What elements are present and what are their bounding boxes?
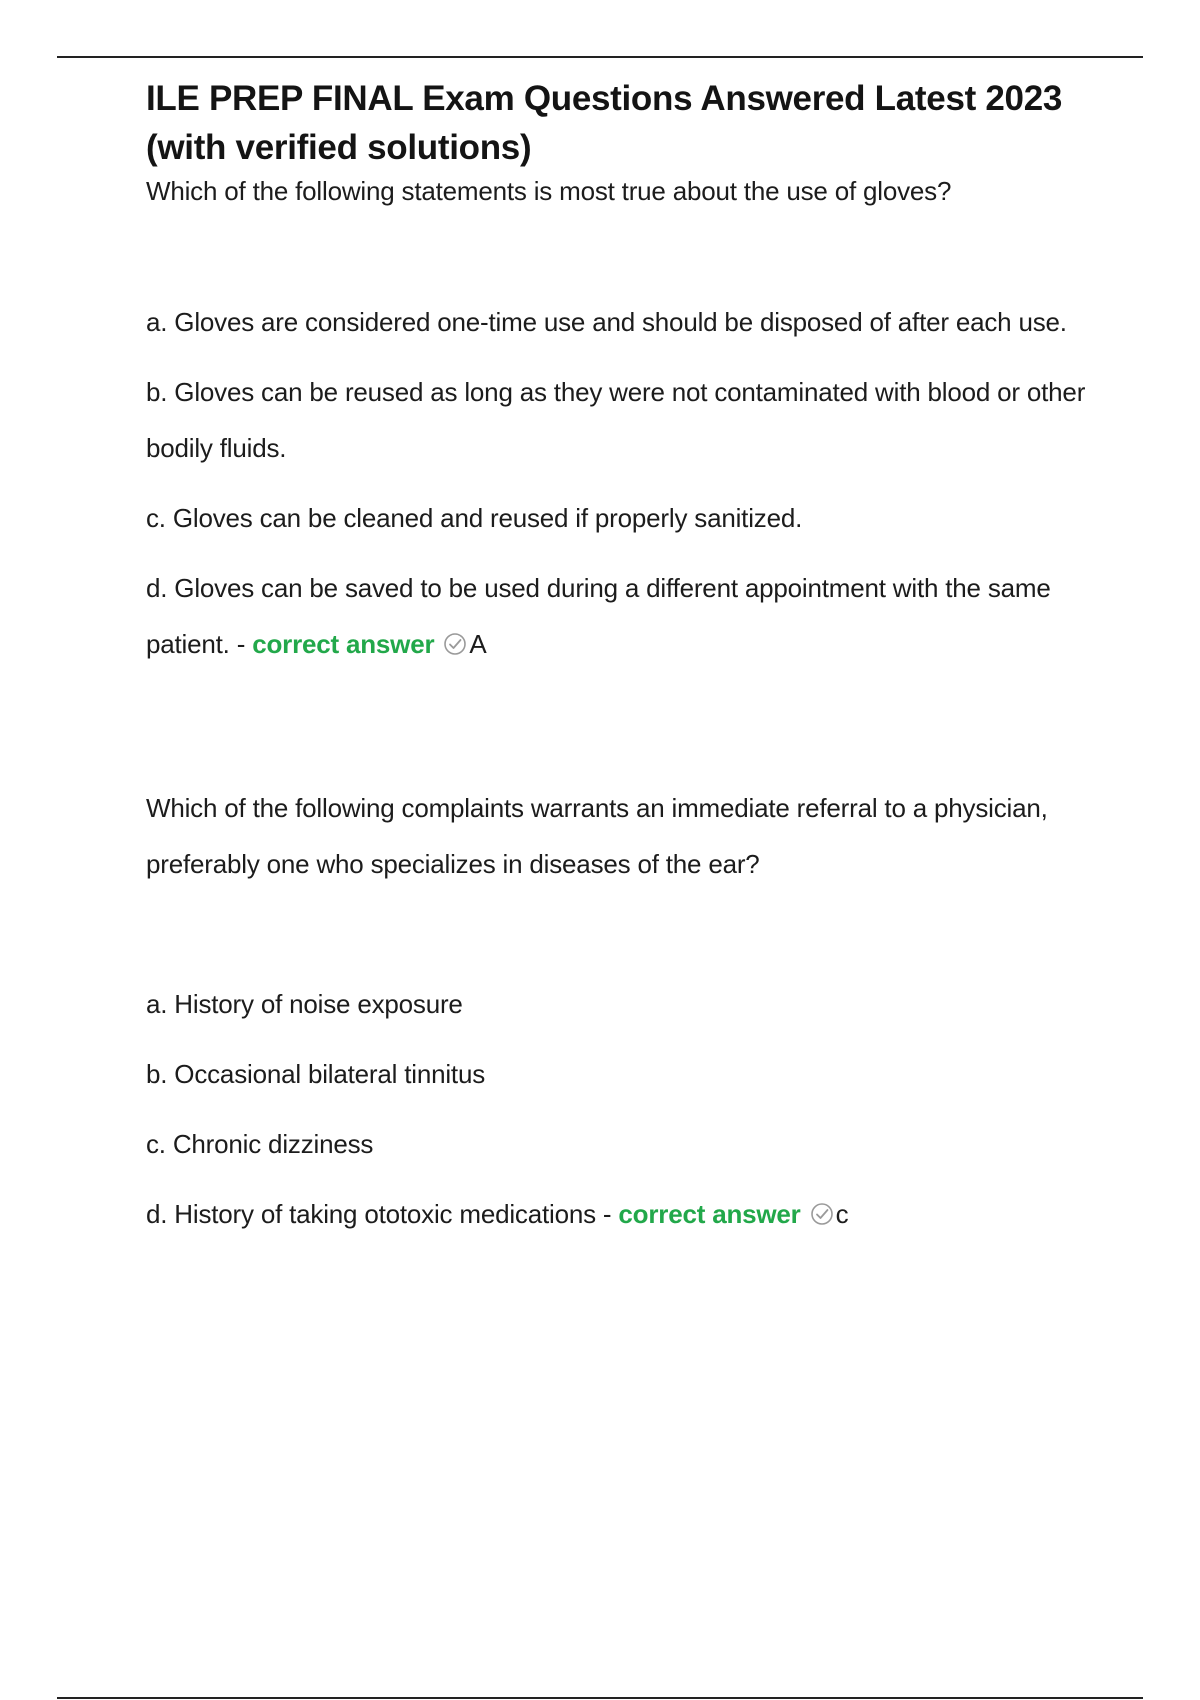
question-text: Which of the following statements is most true about the use of gloves? bbox=[146, 176, 952, 206]
option-list bbox=[146, 294, 1096, 672]
question-block bbox=[146, 780, 1096, 1242]
option-a: a. History of noise exposure bbox=[146, 989, 463, 1019]
top-rule bbox=[57, 56, 1143, 58]
option-d-text: d. History of taking ototoxic medications - bbox=[146, 1199, 612, 1229]
question-text: Which of the following complaints warrants an immediate referral to a physician, preferably one who specializes in diseases of the ear? bbox=[146, 793, 1048, 879]
verified-check-icon bbox=[809, 1201, 835, 1227]
option-c: c. Chronic dizziness bbox=[146, 1129, 374, 1159]
correct-answer-label: correct answer bbox=[252, 629, 435, 659]
option-list bbox=[146, 976, 1096, 1242]
option-d bbox=[146, 560, 1096, 672]
option-d bbox=[146, 1186, 1096, 1242]
option-b: b. Gloves can be reused as long as they were not contaminated with blood or other bodily fluids. bbox=[146, 377, 1086, 463]
answer-letter: A bbox=[469, 629, 487, 659]
document-body bbox=[146, 74, 1096, 1256]
option-a: a. Gloves are considered one-time use and should be disposed of after each use. bbox=[146, 307, 1067, 337]
correct-answer-label: correct answer bbox=[618, 1199, 801, 1229]
option-d-text: d. Gloves can be saved to be used during a different appointment with the same patient. - bbox=[146, 573, 1051, 659]
question-block bbox=[146, 172, 1096, 672]
verified-check-icon bbox=[442, 631, 468, 657]
option-b: b. Occasional bilateral tinnitus bbox=[146, 1059, 486, 1089]
document-title: ILE PREP FINAL Exam Questions Answered Latest 2023 (with verified solutions) bbox=[146, 79, 1063, 167]
answer-letter: c bbox=[835, 1199, 849, 1229]
option-c: c. Gloves can be cleaned and reused if properly sanitized. bbox=[146, 503, 803, 533]
bottom-rule bbox=[57, 1697, 1143, 1699]
